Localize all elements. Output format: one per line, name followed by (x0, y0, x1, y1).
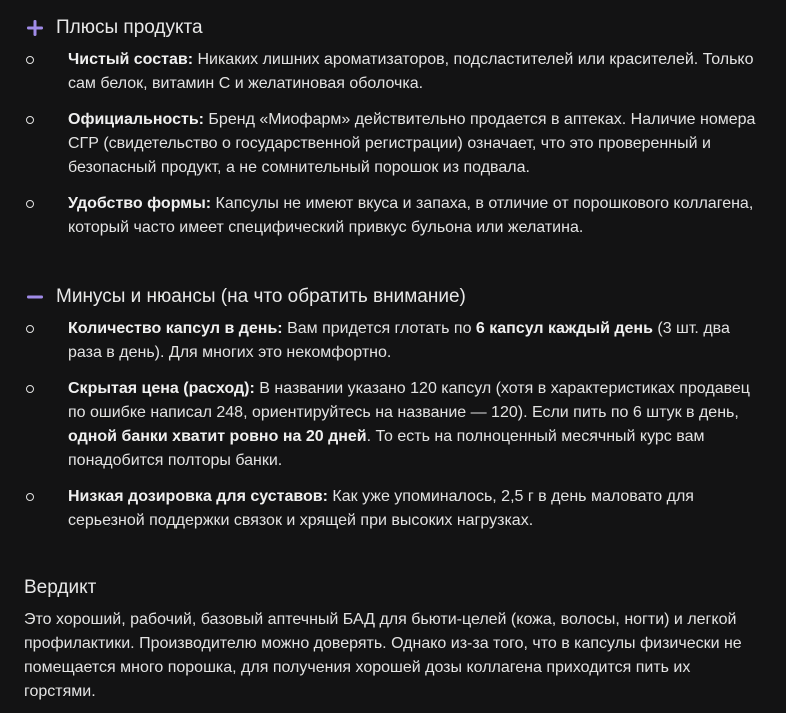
item-label: Количество капсул в день: (68, 320, 283, 337)
list-item (24, 48, 764, 96)
pros-list (24, 48, 764, 240)
bullet-marker (26, 56, 34, 64)
plus-icon (26, 14, 48, 42)
verdict-heading: Вердикт (24, 577, 97, 598)
response-content (24, 14, 764, 704)
verdict-text: Это хороший, рабочий, базовый аптечный БАД для бьюти-целей (кожа, волосы, ногти) и легкой профилактики. Производителю можно доверять. Однако из-за того, что в капсулы физически не помещается много порошка, для получения хорошей дозы коллагена приходится пить их горстями. (24, 611, 742, 700)
bullet-marker (26, 116, 34, 124)
list-item (24, 485, 764, 533)
item-emphasis: одной банки хватит ровно на 20 дней (68, 428, 367, 445)
bullet-marker (26, 493, 34, 501)
item-text: (3 шт. два раза в день). Для многих это некомфортно. (68, 320, 730, 361)
item-text: В названии указано 120 капсул (хотя в характеристиках продавец по ошибке написал 248, ориентируйтесь на название — 120). Если пить по 6 штук в день, (68, 380, 750, 421)
pros-heading (24, 14, 764, 42)
cons-heading (24, 283, 764, 311)
item-text: Бренд «Миофарм» действительно продается в аптеках. Наличие номера СГР (свидетельство о государственной регистрации) означает, что это проверенный и безопасный продукт, а не сомнительный порошок из подвала. (68, 111, 756, 176)
item-text: Никаких лишних ароматизаторов, подсластителей или красителей. Только сам белок, витамин С и желатиновая оболочка. (68, 51, 754, 92)
item-text: . То есть на полноценный месячный курс вам понадобится полторы банки. (68, 428, 705, 469)
bullet-marker (26, 385, 34, 393)
item-label: Официальность: (68, 111, 204, 128)
list-item (24, 377, 764, 473)
item-label: Чистый состав: (68, 51, 194, 68)
list-item (24, 108, 764, 180)
item-label: Скрытая цена (расход): (68, 380, 255, 397)
item-label: Низкая дозировка для суставов: (68, 488, 328, 505)
item-text: Как уже упоминалось, 2,5 г в день маловато для серьезной поддержки связок и хрящей при высоких нагрузках. (68, 488, 694, 529)
cons-list (24, 317, 764, 533)
item-label: Удобство формы: (68, 195, 212, 212)
pros-title: Плюсы продукта (56, 17, 203, 38)
item-text: Капсулы не имеют вкуса и запаха, в отличие от порошкового коллагена, который часто имеет специфический привкус бульона или желатина. (68, 195, 754, 236)
bullet-marker (26, 325, 34, 333)
item-emphasis: 6 капсул каждый день (475, 320, 653, 337)
minus-icon (26, 283, 48, 311)
list-item (24, 192, 764, 240)
list-item (24, 317, 764, 365)
item-text: Вам придется глотать по (282, 320, 476, 337)
cons-title: Минусы и нюансы (на что обратить внимание) (56, 286, 466, 307)
bullet-marker (26, 200, 34, 208)
